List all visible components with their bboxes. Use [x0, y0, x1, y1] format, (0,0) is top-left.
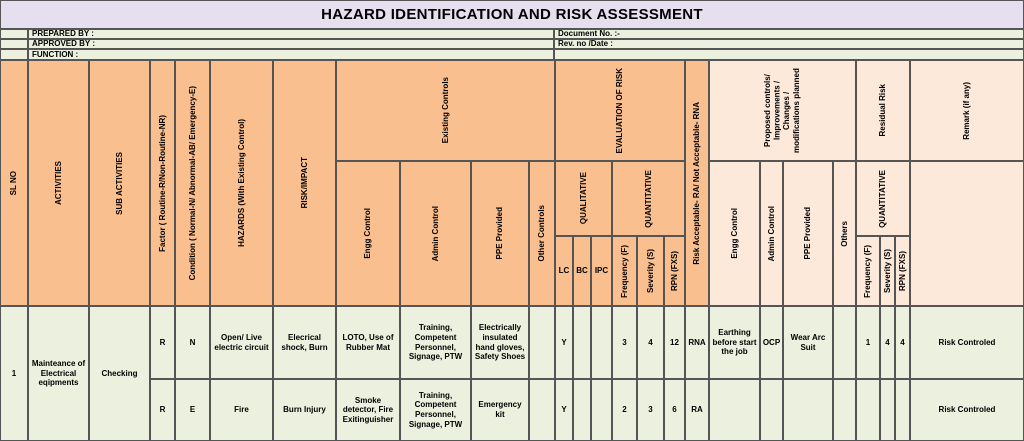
table-row-1-acceptable: RNA: [685, 306, 709, 379]
table-row-1-remark: Risk Controled: [910, 306, 1024, 379]
document-no-label: Document No. :-: [554, 29, 1024, 39]
table-row-1-p-ppe: Wear Arc Suit: [783, 306, 833, 379]
table-row-2-p-ppe: [783, 379, 833, 441]
header-p-ppe-provided: [783, 161, 833, 306]
table-row-2-ppe: Emergency kit: [471, 379, 529, 441]
header-r-quantitative: [856, 161, 910, 236]
approved-by-label: APPROVED BY :: [28, 39, 554, 49]
header-severity: [637, 236, 664, 306]
header-r-frequency-text: Frequency (F): [863, 244, 873, 298]
header-r-frequency: [856, 236, 880, 306]
header-risk-acceptable: [685, 60, 709, 306]
table-row-1-condition: N: [175, 306, 210, 379]
header-ppe-provided-text: PPE Provided: [495, 207, 505, 260]
table-row-1-p-engg: Earthing before start the job: [709, 306, 760, 379]
table-row-1-ppe: Electrically insulated hand gloves, Safety Shoes: [471, 306, 529, 379]
table-row-1-p-others: [833, 306, 856, 379]
table-row-2-freq: 2: [612, 379, 637, 441]
header-sl-no: [0, 60, 28, 306]
header-r-quantitative-text: QUANTITATIVE: [878, 169, 888, 228]
header-p-others-text: Others: [839, 220, 849, 247]
table-row-1-r-freq: 1: [856, 306, 880, 379]
header-factor: [150, 60, 175, 306]
table-row-1-risk: Elecrical shock, Burn: [273, 306, 336, 379]
table-row-1-rpn: 12: [664, 306, 685, 379]
table-row-2-risk: Burn Injury: [273, 379, 336, 441]
header-p-engg-control-text: Engg Control: [729, 208, 739, 259]
header-rpn: [664, 236, 685, 306]
table-row-2-engg: Smoke detector, Fire Exitinguisher: [336, 379, 400, 441]
table-row-1-sev: 4: [637, 306, 664, 379]
rev-no-label: Rev. no /Date :: [554, 39, 1024, 49]
table-row-1-p-admin: OCP: [760, 306, 783, 379]
header-quantitative: [612, 161, 685, 236]
table-row-2-lc: Y: [555, 379, 573, 441]
header-r-rpn-text: RPN (FXS): [897, 251, 907, 291]
header-frequency-text: Frequency (F): [619, 244, 629, 298]
header-ppe-provided: [471, 161, 529, 306]
meta-cell: [0, 39, 28, 49]
table-row-1-ipc: [591, 306, 612, 379]
cell-sub-activity: Checking: [89, 306, 150, 441]
table-row-1-other: [529, 306, 555, 379]
table-row-1-admin: Training, Competent Personnel, Signage, PTW: [400, 306, 471, 379]
header-risk-acceptable-text: Risk Acceptable- RA/ Not Acceptable- RNA: [692, 101, 702, 265]
table-row-1-engg: LOTO, Use of Rubber Mat: [336, 306, 400, 379]
header-r-rpn: [895, 236, 910, 306]
cell-sl-no: 1: [0, 306, 28, 441]
header-engg-control-text: Engg Control: [363, 208, 373, 259]
table-row-2-p-admin: [760, 379, 783, 441]
table-row-2-r-freq: [856, 379, 880, 441]
cell-activity: Mainteance of Electrical eqipments: [28, 306, 89, 441]
header-other-controls: [529, 161, 555, 306]
table-row-2-sev: 3: [637, 379, 664, 441]
header-qualitative: [555, 161, 612, 236]
header-admin-control-text: Admin Control: [430, 205, 440, 262]
header-evaluation-of-risk: [555, 60, 685, 161]
table-row-2-factor: R: [150, 379, 175, 441]
header-p-ppe-provided-text: PPE Provided: [803, 207, 813, 260]
header-residual-risk-text: Residual Risk: [878, 84, 888, 137]
header-frequency: [612, 236, 637, 306]
header-p-admin-control: [760, 161, 783, 306]
header-admin-control: [400, 161, 471, 306]
table-row-2-p-engg: [709, 379, 760, 441]
header-existing-controls: [336, 60, 555, 161]
header-qualitative-text: QUALITATIVE: [578, 172, 588, 225]
table-row-2-acceptable: RA: [685, 379, 709, 441]
header-bc: BC: [573, 236, 591, 306]
header-lc: LC: [555, 236, 573, 306]
header-remark-blank: [910, 161, 1024, 306]
table-row-2-hazard: Fire: [210, 379, 273, 441]
table-row-1-freq: 3: [612, 306, 637, 379]
header-quantitative-text: QUANTITATIVE: [643, 169, 653, 228]
header-existing-controls-text: Existing Controls: [440, 77, 450, 144]
meta-cell: [554, 49, 1024, 60]
function-label: FUNCTION :: [28, 49, 554, 60]
table-row-2-admin: Training, Competent Personnel, Signage, PTW: [400, 379, 471, 441]
header-p-others: [833, 161, 856, 306]
prepared-by-label: PREPARED BY :: [28, 29, 554, 39]
header-hazards-text: HAZARDS (With Existing Control): [236, 119, 246, 247]
meta-cell: [0, 29, 28, 39]
header-sub-activities: [89, 60, 150, 306]
header-rpn-text: RPN (FXS): [669, 251, 679, 291]
header-p-admin-control-text: Admin Control: [766, 205, 776, 262]
table-row-1-lc: Y: [555, 306, 573, 379]
header-engg-control: [336, 161, 400, 306]
header-condition-text: Condition ( Normal-N/ Abnormal-AB/ Emergency-E): [187, 85, 197, 281]
header-p-engg-control: [709, 161, 760, 306]
header-severity-text: Severity (S): [645, 248, 655, 294]
header-proposed-controls-text: Proposed controls/ Improvements / Changes / modifications planned: [763, 68, 802, 153]
table-row-1-r-rpn: 4: [895, 306, 910, 379]
table-row-1-hazard: Open/ Live electric circuit: [210, 306, 273, 379]
header-risk-impact: [273, 60, 336, 306]
meta-cell: [0, 49, 28, 60]
header-condition: [175, 60, 210, 306]
table-row-2-remark: Risk Controled: [910, 379, 1024, 441]
header-r-severity: [880, 236, 895, 306]
header-factor-text: Factor ( Routine-R/Non-Routine-NR): [157, 114, 167, 252]
header-evaluation-of-risk-text: EVALUATION OF RISK: [615, 67, 625, 154]
header-sl-no-text: SL NO: [9, 170, 19, 196]
header-remark: [910, 60, 1024, 161]
table-row-2-bc: [573, 379, 591, 441]
header-hazards: [210, 60, 273, 306]
header-proposed-controls: [709, 60, 856, 161]
header-sub-activities-text: SUB ACTIVITIES: [114, 151, 124, 215]
table-row-1-factor: R: [150, 306, 175, 379]
table-row-1-r-sev: 4: [880, 306, 895, 379]
sheet-title: HAZARD IDENTIFICATION AND RISK ASSESSMENT: [0, 0, 1024, 29]
table-row-2-r-sev: [880, 379, 895, 441]
header-r-severity-text: Severity (S): [882, 248, 892, 294]
header-activities: [28, 60, 89, 306]
header-ipc: IPC: [591, 236, 612, 306]
table-row-2-other: [529, 379, 555, 441]
table-row-2-p-others: [833, 379, 856, 441]
table-row-2-r-rpn: [895, 379, 910, 441]
table-row-2-condition: E: [175, 379, 210, 441]
header-other-controls-text: Other Controls: [537, 205, 547, 262]
header-residual-risk: [856, 60, 910, 161]
header-activities-text: ACTIVITIES: [53, 160, 63, 205]
table-row-2-rpn: 6: [664, 379, 685, 441]
table-row-2-ipc: [591, 379, 612, 441]
table-row-1-bc: [573, 306, 591, 379]
header-risk-impact-text: RISK/IMPACT: [299, 157, 309, 209]
header-remark-text: Remark (if any): [962, 81, 972, 140]
